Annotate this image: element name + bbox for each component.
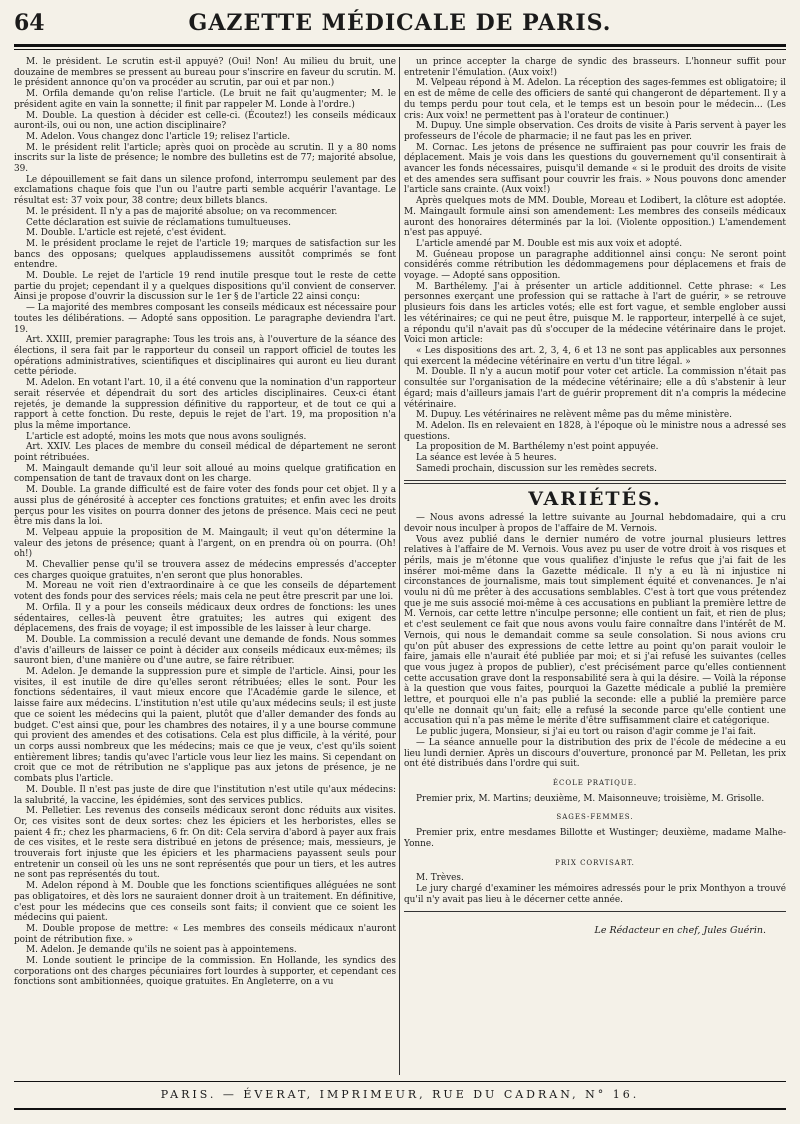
varietes-paragraph: Le public jugera, Monsieur, si j'ai eu tort ou raison d'agir comme je l'ai fait. — [416, 727, 756, 738]
paragraph: M. Maingault demande qu'il leur soit alloué au moins quelque gratification en compensation de tant de travaux dont on les charge. — [14, 463, 396, 485]
varietes-paragraph: — La séance annuelle pour la distribution des prix de l'école de médecine a eu lieu lundi dernier. Après un discours d'ouverture, prononcé par M. Pelletan, les prix ont été distribués dans l'ordre qui suit. — [404, 737, 786, 770]
paragraph: M. Double. L'article est rejeté, c'est évident. — [26, 228, 227, 239]
paragraph: M. Cornac. Les jetons de présence ne suffiraient pas pour couvrir les frais de déplacement. Mais je vois dans les questions du gouvernement qu'il consentirait à avancer les fonds nécessaires, puisqu'il demande « si le produit des droits de visite et des amendes sera suffisant pour couvrir les frais. » Nous pouvons donc amender l'article sans crainte. (Aux voix!) — [404, 142, 786, 196]
paragraph: M. Adelon. Ils en relevaient en 1828, à l'époque où le ministre nous a adressé ses questions. — [404, 420, 786, 442]
paragraph: Cette déclaration est suivie de réclamations tumultueuses. — [26, 217, 291, 228]
left-column — [14, 57, 396, 1075]
page-number: 64 — [14, 10, 45, 36]
paragraph: Samedi prochain, discussion sur les remèdes secrets. — [416, 463, 657, 474]
paragraph: Art. XXIV. Les places de membre du conseil médical de département ne seront point rétribuées. — [14, 442, 396, 464]
section-separator — [404, 480, 786, 484]
paragraph: M. Guéneau propose un paragraphe additionnel ainsi conçu: Ne seront point considérés comme rétribution les dédommagemens pour déplacemens et frais de voyage. — Adopté sans opposition. — [404, 249, 786, 282]
paragraph: M. Moreau ne voit rien d'extraordinaire à ce que les conseils de département votent des fonds pour des services réels; mais cela ne peut être prescrit par une loi. — [14, 581, 396, 603]
paragraph: La séance est levée à 5 heures. — [416, 453, 557, 464]
paragraph: Art. XXIII, premier paragraphe: Tous les trois ans, à l'ouverture de la séance des élections, il sera fait par le rapporteur du conseil un rapport officiel de toutes les opérations administratives, scientifiques et disciplinaires qui auront eu lieu durant cette période. — [14, 335, 396, 378]
paragraph: M. Double. Il n'y a aucun motif pour voter cet article. La commission n'était pas consultée sur l'organisation de la médecine vétérinaire; elle a dû s'abstenir à leur égard; mais d'ailleurs jamais l'art de guérir proprement dit n'a compris la médecine vétérinaire. — [404, 367, 786, 410]
paragraph: M. Double propose de mettre: « Les membres des conseils médicaux n'auront point de rétribution fixe. » — [14, 923, 396, 945]
paragraph: Après quelques mots de MM. Double, Moreau et Lodibert, la clôture est adoptée. M. Maingault formule ainsi son amendement: Les membres des conseils médicaux auront des honoraires déterminés par la loi. (Violente opposition.) L'amendement n'est pas appuyé. — [404, 196, 786, 239]
paragraph: M. Adelon. Je demande qu'ils ne soient pas à appointemens. — [26, 945, 297, 956]
editor-signature: Le Rédacteur en chef, Jules Guérin. — [594, 925, 766, 937]
paragraph: M. Dupuy. Les vétérinaires ne relèvent même pas du même ministère. — [416, 410, 732, 421]
column-divider — [399, 57, 400, 1075]
footer-rule — [14, 1081, 786, 1082]
sages-femmes-text: Premier prix, entre mesdames Billotte et Wustinger; deuxième, madame Malhe-Yonne. — [404, 828, 786, 849]
paragraph: M. Velpeau appuie la proposition de M. Maingault; il veut qu'on détermine la valeur des jetons de présence; quant à l'argent, on en prendra où on pourra. (Oh! oh!) — [14, 527, 396, 560]
printer-imprint: PARIS. — ÉVERAT, IMPRIMEUR, RUE DU CADRAN, N° 16. — [160, 1088, 640, 1101]
prix-corvisart-heading: PRIX CORVISART. — [555, 858, 635, 867]
footer-rule-bottom — [14, 1108, 786, 1110]
right-column — [404, 57, 786, 1075]
paragraph: M. Double. La commission a reculé devant une demande de fonds. Nous sommes d'avis d'ailleurs de laisser ce point à décider aux conseils médicaux eux-mêmes; ils sauront bien, d'une manière ou d'une autre, se faire rétribuer. — [14, 634, 396, 667]
paragraph: M. Barthélemy. J'ai à présenter un article additionnel. Cette phrase: « Les personnes exerçant une profession qui se rattache à l'art de guérir, » se retrouve plusieurs fois dans les articles votés; elle est fort vague, et semble englober aussi les vétérinaires; ce qui ne peut être, puisque M. le rapporteur, interpellé à ce sujet, a répondu qu'il n'avait pas dû s'occuper de la médecine vétérinaire dans le projet. Voici mon article: — [404, 281, 786, 346]
paragraph: — La majorité des membres composant les conseils médicaux est nécessaire pour toutes les délibérations. — Adopté sans opposition. Le paragraphe deviendra l'art. 19. — [14, 303, 396, 335]
journal-title: GAZETTE MÉDICALE DE PARIS. — [188, 10, 612, 36]
paragraph: M. Londe soutient le principe de la commission. En Hollande, les syndics des corporations ont des charges pécuniaires fort lourdes à supporter, et cependant ces fonctions sont ambitionnées, quoique gratuites. En Angleterre, on a vu — [14, 956, 396, 988]
paragraph: L'article est adopté, moins les mots que nous avons soulignés. — [26, 431, 307, 442]
paragraph: M. Orfila demande qu'on relise l'article. (Le bruit ne fait qu'augmenter; M. le président agite en vain la sonnette; il finit par rappeler M. Londe à l'ordre.) — [14, 89, 396, 110]
paragraph: un prince accepter la charge de syndic des brasseurs. L'honneur suffit pour entretenir l'émulation. (Aux voix!) — [404, 57, 786, 78]
paragraph: L'article amendé par M. Double est mis aux voix et adopté. — [416, 238, 683, 249]
paragraph: M. Dupuy. Une simple observation. Ces droits de visite à Paris servent à payer les professeurs de l'école de pharmacie; il ne faut pas les en priver. — [404, 121, 786, 142]
varietes-body — [404, 513, 786, 770]
paragraph: M. Pelletier. Les revenus des conseils médicaux seront donc réduits aux visites. Or, ces visites sont de deux sortes: chez les épiciers et les herboristes, elles se paient 4 fr.; chez les pharmaciens, 6 fr. On dit: Cela servira d'abord à payer aux frais de ces visites, et le reste sera distribué en jetons de présence; mais, messieurs, je trouverais fort injuste que les épiciers et les pharmaciens payassent seuls pour entretenir un conseil où les uns ne sont représentés que pour un tiers, et les autres ne sont pas représentés du tout. — [14, 806, 396, 881]
varietes-paragraph: — Nous avons adressé la lettre suivante au Journal hebdomadaire, qui a cru devoir nous inculper à propos de l'affaire de M. Vernois. — [404, 513, 786, 534]
paragraph: Le dépouillement se fait dans un silence profond, interrompu seulement par des exclamations chaque fois que l'un ou l'autre parti semble acquérir l'avantage. Le résultat est: 37 voix pour, 38 contre; deux billets blancs. — [14, 174, 396, 207]
paragraph: M. le président. Le scrutin est-il appuyé? (Oui! Non! Au milieu du bruit, une douzaine de membres se pressent au bureau pour s'inscrire en faveur du scrutin. M. le président annonce qu'on va procéder au scrutin, par oui et par non.) — [14, 57, 396, 89]
ecole-pratique-heading: ÉCOLE PRATIQUE. — [552, 779, 638, 787]
paragraph: M. Adelon. Vous changez donc l'article 19; relisez l'article. — [26, 131, 291, 142]
page-header — [14, 10, 786, 40]
paragraph: M. Chevallier pense qu'il se trouvera assez de médecins empressés d'accepter ces charges quoique gratuites, n'en seront que plus honorables. — [14, 560, 396, 581]
sages-femmes-heading: SAGES-FEMMES. — [556, 813, 634, 822]
varietes-heading: VARIÉTÉS. — [528, 488, 662, 511]
prix-monthyon-note: Le jury chargé d'examiner les mémoires adressés pour le prix Monthyon a trouvé qu'il n'y avait pas lieu à le décerner cette année. — [404, 883, 786, 905]
paragraph: M. Adelon. En votant l'art. 10, il a été convenu que la nomination d'un rapporteur serait réservée et dépendrait du sort des articles disciplinaires. Ceux-ci étant rejetés, je demande la suppression définitive du rapporteur, et de tout ce qui a rapport à cette fonction. Du reste, depuis le rejet de l'art. 19, ma proposition n'a plus la même importance. — [14, 378, 396, 431]
paragraph: M. le président relit l'article; après quoi on procède au scrutin. Il y a 80 noms inscrits sur la liste de présence; le nombre des bulletins est de 77; majorité absolue, 39. — [14, 142, 396, 175]
proceedings-continued — [404, 57, 786, 474]
paragraph: M. le président. Il n'y a pas de majorité absolue; on va recommencer. — [26, 206, 338, 217]
paragraph: M. Orfila. Il y a pour les conseils médicaux deux ordres de fonctions: les unes sédentaires, celles-là peuvent être gratuites; les autres qui exigent des déplacemens, des frais de voyage; il est impossible de les laisser à leur charge. — [14, 602, 396, 635]
signature-rule — [404, 911, 786, 912]
paragraph: « Les dispositions des art. 2, 3, 4, 6 et 13 ne sont pas applicables aux personnes qui exercent la médecine vétérinaire en vertu d'un titre légal. » — [404, 345, 786, 367]
paragraph: M. Double. La grande difficulté est de faire voter des fonds pour cet objet. Il y a aussi plus de générosité à accepter ces fonctions gratuites; et enfin avec les droits perçus pour les visites on pourra donner des jetons de présence. Mais ceci ne peut être mis dans la loi. — [14, 485, 396, 528]
prix-corvisart-winner: M. Trèves. — [416, 873, 464, 884]
paragraph: M. Double. Il n'est pas juste de dire que l'institution n'est utile qu'aux médecins: la salubrité, la vaccine, les épidémies, sont des services publics. — [14, 784, 396, 806]
paragraph: M. Velpeau répond à M. Adelon. La réception des sages-femmes est obligatoire; il en est de même de celle des officiers de santé qui changeront de département. Il y a du temps perdu pour tout cela, et le temps est un besoin pour le médecin... (Les cris: Aux voix! ne permettent pas à l'orateur de continuer.) — [404, 78, 786, 121]
paragraph: M. le président proclame le rejet de l'article 19; marques de satisfaction sur les bancs des opposans; quelques applaudissemens aussitôt comprimés se font entendre. — [14, 238, 396, 271]
header-rule — [14, 44, 786, 47]
varietes-paragraph: Vous avez publié dans le dernier numéro de votre journal plusieurs lettres relatives à l'affaire de M. Vernois. Vous avez pu user de votre droit à vos risques et périls, mais je m'étonne que vous qualifiez d'injuste le refus que j'ai fait de les insérer moi-même dans la Gazette médicale. Il n'y a eu là ni injustice ni circonstances de journalisme, mais tout simplement équité et convenances. Je n'ai voulu ni dû me prêter à des accusations semblables. C'est à tort que vous prétendez que je me suis associé moi-même à ces accusations en publiant la première lettre de M. Vernois, car cette lettre n'inculpe personne; elle contient un fait, et rien de plus; et c'est seulement ce fait que nous avons voulu faire connaître dans l'intérêt de M. Vernois, qui nous le demandait comme sa seule consolation. Si nous avions cru qu'on pût abuser des expressions de cette lettre au point qu'on parait vouloir le faire, jamais elle n'aurait été publiée par moi; et si j'ai refusé les suivantes (celles que vous jugez à propos de publier), c'est précisément parce qu'elles contiennent cette accusation grave dont la responsabilité sera à qui la désire. — Voilà la réponse à la question que vous faites, pourquoi la Gazette médicale a publié la première lettre, et pourquoi elle n'a pas publié la seconde: elle a publié la première parce qu'elle ne donnait qu'un fait; elle a refusé la seconde parce qu'elle contient une accusation qui n'a pas même le mérite d'être suffisamment claire et catégorique. — [404, 534, 786, 727]
paragraph: M. Adelon. Je demande la suppression pure et simple de l'article. Ainsi, pour les visites, il est inutile de dire qu'elles seront rétribuées; elles le sont. Pour les fonctions sédentaires, il vaut mieux encore que l'Académie garde le silence, et laisse faire aux médecins. L'institution n'est utile qu'aux médecins seuls; il est juste que ce soient les médecins qui la paient, plutôt que d'aller demander des fonds au budget. C'est ainsi que, pour les chambres des notaires, il y a une bourse commune qui provient des amendes et des cotisations. Cela est plus difficile, à la vérité, pour un corps aussi nombreux que les médecins; mais ce que je veux, c'est qu'ils soient entièrement libres; tandis qu'avec l'article vous leur liez les mains. Si cependant on croit que ce mot de rétribution ne s'applique pas aux jetons de présence, je ne combats plus l'article. — [14, 667, 396, 785]
ecole-pratique-text: Premier prix, M. Martins; deuxième, M. Maisonneuve; troisième, M. Grisolle. — [416, 793, 765, 804]
header-rule-thin — [14, 49, 786, 50]
paragraph: M. Double. La question à décider est celle-ci. (Écoutez!) les conseils médicaux auront-ils, oui ou non, une action disciplinaire? — [14, 110, 396, 132]
paragraph: M. Double. Le rejet de l'article 19 rend inutile presque tout le reste de cette partie du projet; cependant il y a quelques dispositions qu'il convient de conserver. Ainsi je propose d'ouvrir la discussion sur le 1er § de l'article 22 ainsi conçu: — [14, 271, 396, 303]
paragraph: M. Adelon répond à M. Double que les fonctions scientifiques alléguées ne sont pas obligatoires, et dès lors ne sauraient donner droit à un traitement. En définitive, c'est pour les médecins que ces conseils sont faits; il convient que ce soient les médecins qui paient. — [14, 881, 396, 924]
paragraph: La proposition de M. Barthélemy n'est point appuyée. — [416, 442, 659, 453]
